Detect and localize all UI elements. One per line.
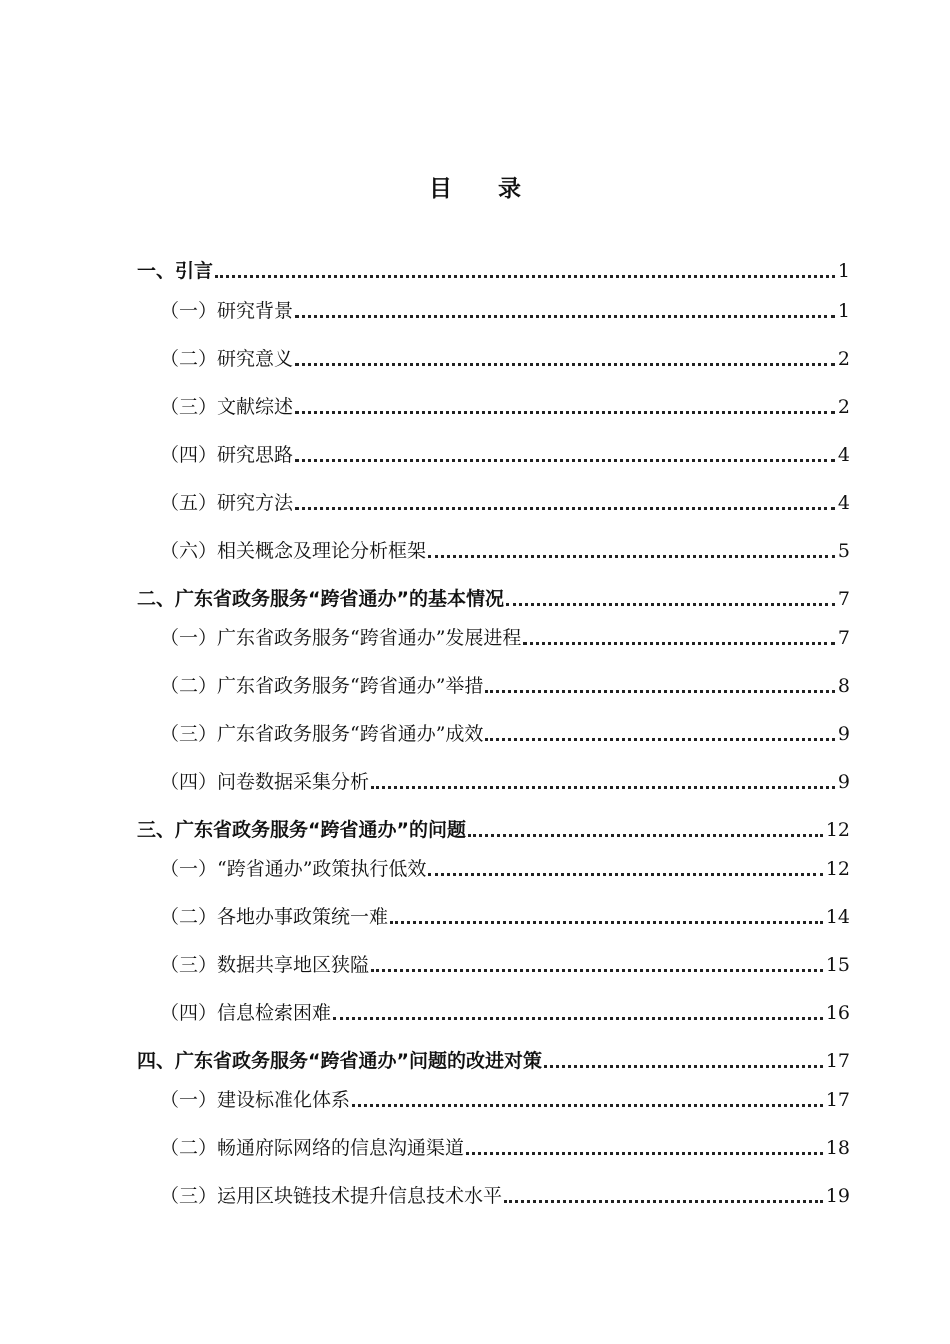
toc-entry-label: （三）广东省政务服务“跨省通办”成效 [160,723,484,745]
toc-entry[interactable] [160,1084,850,1112]
toc-entry-label: 二、广东省政务服务“跨省通办”的基本情况 [137,588,504,610]
toc-entry[interactable] [160,391,850,419]
toc-entry[interactable] [137,814,850,842]
toc-entry-label: （三）数据共享地区狭隘 [160,954,370,976]
toc-entry[interactable] [160,535,850,563]
toc-entry-label: 四、广东省政务服务“跨省通办”问题的改进对策 [137,1050,542,1072]
toc-page-number: 1 [837,260,850,282]
toc-leader-dots [371,772,835,789]
toc-page-number: 9 [837,771,850,793]
toc-entry-label: （一）研究背景 [160,300,294,322]
toc-leader-dots [485,724,834,741]
toc-leader-dots [295,397,835,414]
toc-page-number: 17 [825,1050,850,1072]
toc-leader-dots [295,493,835,510]
toc-entry-label: （二）畅通府际网络的信息沟通渠道 [160,1137,465,1159]
toc-leader-dots [485,676,834,693]
toc-page-number: 14 [825,906,850,928]
toc-leader-dots [428,859,822,876]
toc-leader-dots [215,261,835,278]
toc-page-number: 19 [825,1185,850,1207]
toc-page-number: 7 [837,588,850,610]
toc-page-number: 18 [825,1137,850,1159]
toc-entry-label: （四）问卷数据采集分析 [160,771,370,793]
toc-entry[interactable] [160,718,850,746]
toc-entry-label: （二）研究意义 [160,348,294,370]
toc-leader-dots [506,589,835,606]
toc-leader-dots [466,1138,823,1155]
toc-page-number: 15 [825,954,850,976]
toc-entry-label: （一）建设标准化体系 [160,1089,351,1111]
toc-entry[interactable] [160,343,850,371]
toc-page-number: 5 [837,540,850,562]
toc-leader-dots [523,628,834,645]
toc-entry-label: （二）广东省政务服务“跨省通办”举措 [160,675,484,697]
toc-entry-label: （四）信息检索困难 [160,1002,332,1024]
toc-page-number: 2 [837,396,850,418]
toc-entry-label: 三、广东省政务服务“跨省通办”的问题 [137,819,466,841]
toc-leader-dots [295,445,835,462]
toc-leader-dots [352,1090,823,1107]
toc-page-number: 9 [837,723,850,745]
toc-entry[interactable] [137,583,850,611]
toc-title-char-2: 录 [498,176,521,202]
toc-title-char-1: 目 [429,176,452,202]
toc-leader-dots [371,955,823,972]
toc-entry[interactable] [160,853,850,881]
toc-page-number: 1 [837,300,850,322]
toc-entry[interactable] [160,949,850,977]
toc-entry[interactable] [137,255,850,283]
toc-leader-dots [295,301,835,318]
toc-leader-dots [428,541,835,558]
toc-entry[interactable] [160,670,850,698]
toc-entry[interactable] [137,1045,850,1073]
toc-entry-label: （三）文献综述 [160,396,294,418]
toc-page-number: 17 [825,1089,850,1111]
toc-page-number: 2 [837,348,850,370]
toc-entry-label: （一）广东省政务服务“跨省通办”发展进程 [160,627,522,649]
toc-entry[interactable] [160,997,850,1025]
toc-entry[interactable] [160,766,850,794]
toc-entry[interactable] [160,1132,850,1160]
toc-leader-dots [468,820,823,837]
toc-leader-dots [295,349,835,366]
toc-page-number: 8 [837,675,850,697]
toc-page-number: 4 [837,492,850,514]
toc-entry-label: （二）各地办事政策统一难 [160,906,389,928]
toc-entry[interactable] [160,622,850,650]
toc-leader-dots [333,1003,823,1020]
toc-page-number: 7 [837,627,850,649]
toc-page-number: 12 [825,858,850,880]
toc-leader-dots [504,1186,823,1203]
toc-entry-label: （五）研究方法 [160,492,294,514]
toc-entry-label: （一）“跨省通办”政策执行低效 [160,858,427,880]
toc-entry[interactable] [160,439,850,467]
toc-page-number: 12 [825,819,850,841]
toc-leader-dots [390,907,823,924]
toc-entry-label: （六）相关概念及理论分析框架 [160,540,427,562]
toc-entry[interactable] [160,295,850,323]
toc-page-number: 4 [837,444,850,466]
toc-entry-label: （三）运用区块链技术提升信息技术水平 [160,1185,503,1207]
toc-entry[interactable] [160,901,850,929]
toc-page-number: 16 [825,1002,850,1024]
toc-title [0,170,950,203]
toc-entry[interactable] [160,487,850,515]
toc-entry[interactable] [160,1180,850,1208]
toc-entry-label: 一、引言 [137,260,214,282]
toc-leader-dots [544,1051,823,1068]
toc-entry-label: （四）研究思路 [160,444,294,466]
